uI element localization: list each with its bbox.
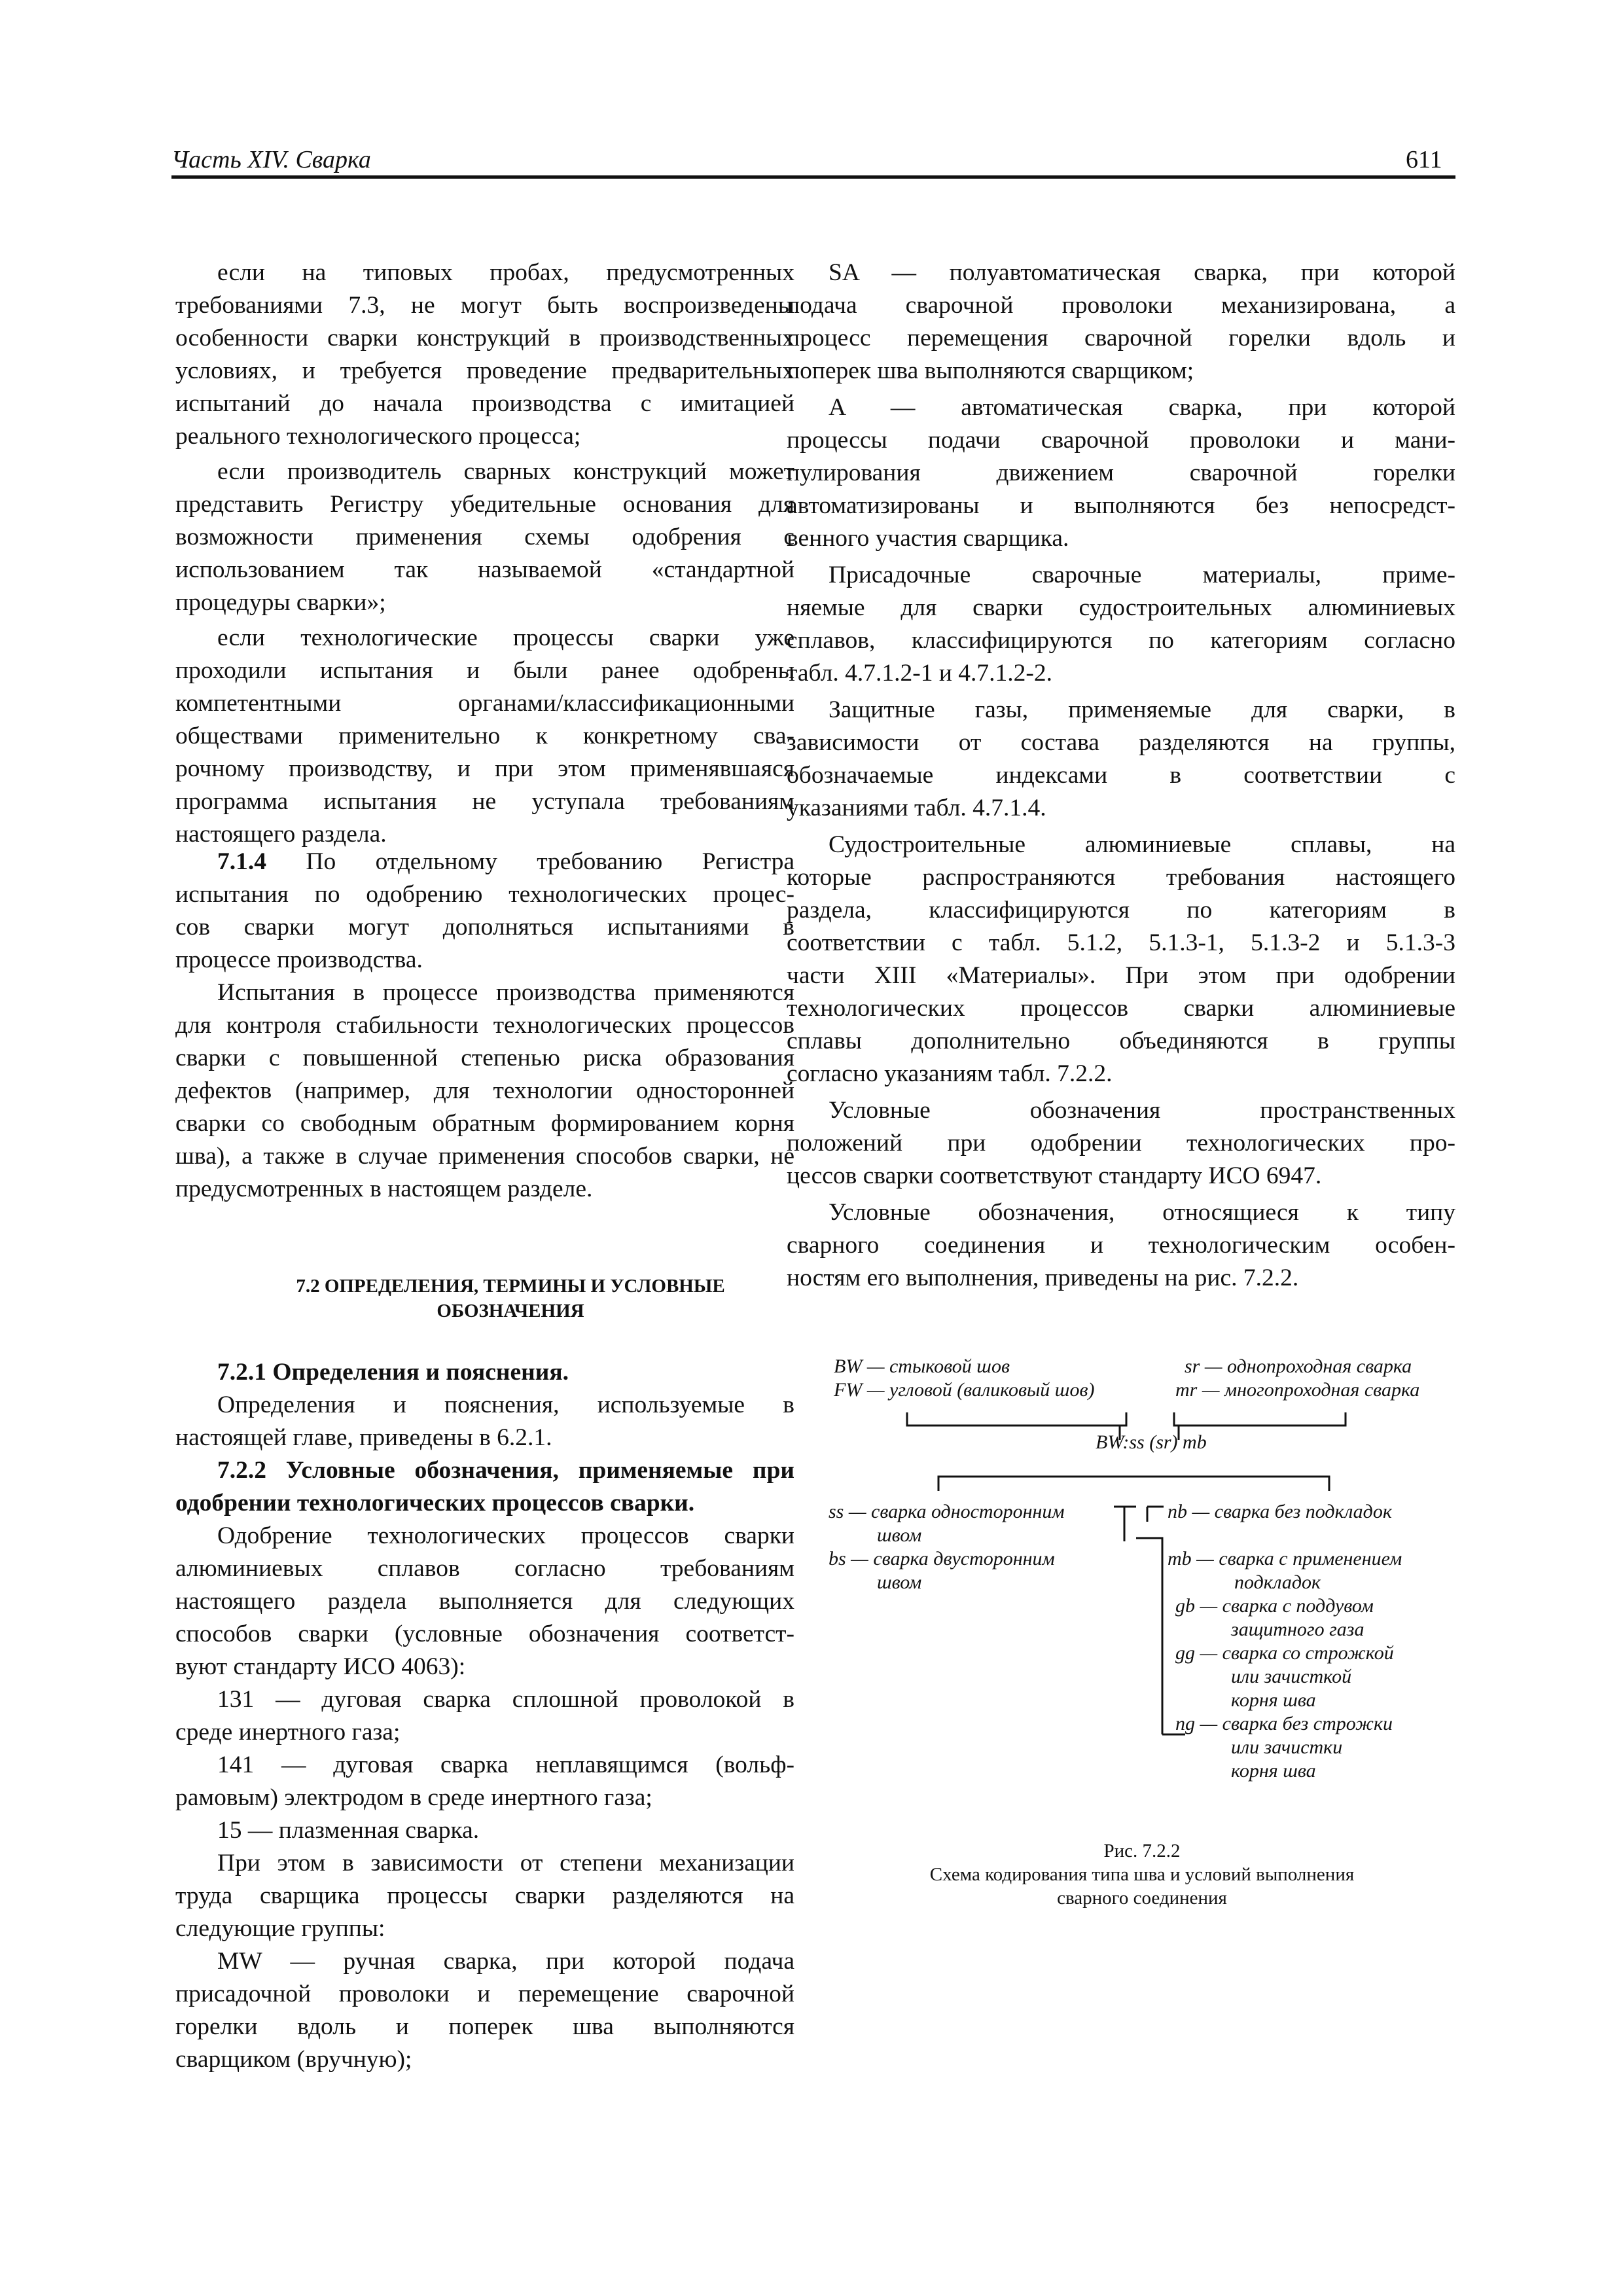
label-ng-1: ng — сварка без строжки — [1175, 1713, 1393, 1734]
text-line: горелки вдоль и поперек шва выполняются — [175, 2013, 794, 2040]
text-line: способов сварки (условные обозначения соответст- — [175, 1621, 794, 1647]
heading-7-2-2-line2: одобрении технологических процессов сварки. — [175, 1490, 695, 1516]
text-line: реального технологического процесса; — [175, 423, 581, 450]
text-line: предусмотренных в настоящем разделе. — [175, 1175, 593, 1202]
figure-caption-line2: сварного соединения — [1057, 1888, 1227, 1909]
text-line: особенности сварки конструкций в производственных — [175, 325, 794, 351]
label-nb: nb — сварка без подкладок — [1168, 1501, 1392, 1522]
text-line: обозначаемые индексами в соответствии с — [787, 762, 1455, 789]
text-line: сплавов, классифицируются по категориям согласно — [787, 627, 1455, 654]
p-7-1-4 — [217, 846, 794, 878]
text-line: автоматизированы и выполняются без непосредст- — [787, 492, 1455, 519]
text-line: если производитель сварных конструкций может — [217, 458, 794, 485]
text-line: для контроля стабильности технологических процессов — [175, 1012, 794, 1039]
p-7-1-4-text: По отдельному требованию Регистра — [306, 848, 794, 875]
text-line: няемые для сварки судостроительных алюминиевых — [787, 594, 1455, 621]
text-line: процессы подачи сварочной проволоки и мани- — [787, 427, 1455, 454]
p-7-1-4-number: 7.1.4 — [217, 848, 266, 875]
label-code: BW:ss (sr) mb — [1096, 1431, 1207, 1453]
text-line: табл. 4.7.1.2-1 и 4.7.1.2-2. — [787, 660, 1053, 687]
figure-caption — [829, 1839, 1455, 1910]
text-line: указаниями табл. 4.7.1.4. — [787, 795, 1046, 821]
text-line: настоящего раздела выполняется для следующих — [175, 1588, 794, 1615]
text-line: SA — полуавтоматическая сварка, при которой — [829, 259, 1455, 286]
text-line: вуют стандарту ИСО 4063): — [175, 1653, 466, 1680]
text-line: цессов сварки соответствуют стандарту ИСО 6947. — [787, 1162, 1322, 1189]
text-line: сов сварки могут дополняться испытаниями в — [175, 914, 794, 941]
text-line: соответствии с табл. 5.1.2, 5.1.3-1, 5.1.3-2 и 5.1.3-3 — [787, 929, 1455, 956]
text-line: условиях, и требуется проведение предварительных — [175, 357, 794, 384]
text-line: процесс перемещения сварочной горелки вдоль и — [787, 325, 1455, 351]
text-line: шва), а также в случае применения способов сварки, не — [175, 1143, 794, 1170]
text-line: представить Регистру убедительные основания для — [175, 491, 794, 518]
text-line: технологических процессов сварки алюминиевые — [787, 995, 1455, 1022]
text-line: настоящей главе, приведены в 6.2.1. — [175, 1424, 552, 1451]
text-line: испытаний до начала производства с имитацией — [175, 390, 794, 417]
text-line: Условные обозначения, относящиеся к типу — [829, 1199, 1455, 1226]
text-line: если на типовых пробах, предусмотренных — [217, 259, 794, 286]
section-heading-line2: ОБОЗНАЧЕНИЯ — [437, 1300, 584, 1321]
label-bs-1: bs — сварка двусторонним — [829, 1548, 1055, 1570]
text-line: При этом в зависимости от степени механизации — [217, 1850, 794, 1876]
text-line: алюминиевых сплавов согласно требованиям — [175, 1555, 794, 1582]
label-gg-3: корня шва — [1231, 1689, 1316, 1711]
text-line: подача сварочной проволоки механизирована, а — [787, 292, 1455, 319]
text-line: 15 — плазменная сварка. — [217, 1817, 480, 1844]
text-line: положений при одобрении технологических про- — [787, 1130, 1455, 1157]
section-heading-line1: 7.2 ОПРЕДЕЛЕНИЯ, ТЕРМИНЫ И УСЛОВНЫЕ — [296, 1276, 725, 1297]
label-mr: mr — многопроходная сварка — [1175, 1379, 1420, 1401]
text-line: Судостроительные алюминиевые сплавы, на — [829, 831, 1455, 858]
connector-mb-group — [1136, 1538, 1162, 1734]
left-column — [175, 257, 794, 2220]
header-rule — [171, 175, 1455, 179]
label-gg-1: gg — сварка со строжкой — [1175, 1642, 1394, 1664]
label-ss-1: ss — сварка односторонним — [829, 1501, 1065, 1522]
text-line: части XIII «Материалы». При этом при одобрении — [787, 962, 1455, 989]
label-mb-1: mb — сварка с применением — [1168, 1548, 1402, 1570]
text-line: присадочной проволоки и перемещение сварочной — [175, 1981, 794, 2007]
right-column — [787, 257, 1455, 1304]
label-fw: FW — угловой (валиковый шов) — [834, 1379, 1095, 1401]
bracket-sr-mr — [1174, 1412, 1346, 1426]
text-line: Условные обозначения пространственных — [829, 1097, 1455, 1124]
weld-coding-diagram — [829, 1355, 1455, 1800]
text-line: Одобрение технологических процессов сварки — [217, 1522, 794, 1549]
text-line: которые распространяются требования настоящего — [787, 864, 1455, 891]
text-line: использованием так называемой «стандартной — [175, 556, 794, 583]
label-ss-2: швом — [877, 1524, 922, 1546]
running-header-title: Часть XIV. Сварка — [171, 146, 371, 173]
text-line: сварщиком (вручную); — [175, 2046, 412, 2073]
bracket-bw-fw — [907, 1412, 1126, 1426]
text-line: испытания по одобрению технологических процес- — [175, 881, 794, 908]
text-line: труда сварщика процессы сварки разделяются на — [175, 1882, 794, 1909]
label-sr: sr — однопроходная сварка — [1185, 1355, 1412, 1377]
page-number: 611 — [1406, 146, 1442, 173]
text-line: проходили испытания и были ранее одобрены — [175, 657, 794, 684]
figure-caption-line1: Схема кодирования типа шва и условий выполнения — [929, 1864, 1355, 1885]
label-mb-2: подкладок — [1234, 1571, 1321, 1593]
text-line: 131 — дуговая сварка сплошной проволокой в — [217, 1686, 794, 1713]
text-line: рочному производству, и при этом применявшаяся — [175, 755, 794, 782]
text-line: пулирования движением сварочной горелки — [787, 459, 1455, 486]
text-line: процессе производства. — [175, 946, 423, 973]
label-gg-2: или зачисткой — [1231, 1666, 1352, 1687]
text-line: процедуры сварки»; — [175, 589, 386, 616]
text-line: Определения и пояснения, используемые в — [217, 1391, 794, 1418]
text-line: настоящего раздела. — [175, 821, 387, 848]
label-gb-1: gb — сварка с поддувом — [1175, 1595, 1374, 1617]
bracket-lower — [938, 1477, 1329, 1491]
label-bw: BW — стыковой шов — [834, 1355, 1010, 1377]
text-line: 141 — дуговая сварка неплавящимся (вольф- — [217, 1751, 794, 1778]
text-line: следующие группы: — [175, 1915, 385, 1942]
section-heading — [229, 1274, 792, 1323]
text-line: A — автоматическая сварка, при которой — [829, 394, 1455, 421]
heading-7-2-1: 7.2.1 Определения и пояснения. — [217, 1359, 569, 1386]
text-line: Защитные газы, применяемые для сварки, в — [829, 696, 1455, 723]
label-ng-3: корня шва — [1231, 1760, 1316, 1782]
text-line: сварного соединения и технологическим особен- — [787, 1232, 1455, 1259]
text-line: требованиями 7.3, не могут быть воспроизведены — [175, 292, 794, 319]
text-line: рамовым) электродом в среде инертного газа; — [175, 1784, 652, 1811]
text-line: зависимости от состава разделяются на группы, — [787, 729, 1455, 756]
text-line: сплавы дополнительно объединяются в группы — [787, 1028, 1455, 1054]
label-gb-2: защитного газа — [1231, 1619, 1364, 1640]
text-line: программа испытания не уступала требованиям — [175, 788, 794, 815]
text-line: Присадочные сварочные материалы, приме- — [829, 562, 1455, 588]
text-line: возможности применения схемы одобрения с — [175, 524, 794, 550]
text-line: Испытания в процессе производства применяются — [217, 979, 794, 1006]
text-line: венного участия сварщика. — [787, 525, 1069, 552]
text-line: дефектов (например, для технологии односторонней — [175, 1077, 794, 1104]
text-line: если технологические процессы сварки уже — [217, 624, 794, 651]
text-line: раздела, классифицируются по категориям в — [787, 897, 1455, 924]
text-line: обществами применительно к конкретному сва- — [175, 723, 794, 749]
heading-7-2-2-line1: 7.2.2 Условные обозначения, применяемые при — [217, 1457, 794, 1484]
text-line: ностям его выполнения, приведены на рис. 7.2.2. — [787, 1265, 1299, 1291]
label-ng-2: или зачистки — [1231, 1736, 1343, 1758]
text-line: среде инертного газа; — [175, 1719, 401, 1746]
text-line: согласно указаниям табл. 7.2.2. — [787, 1060, 1113, 1087]
text-line: MW — ручная сварка, при которой подача — [217, 1948, 794, 1975]
text-line: сварки с повышенной степенью риска образования — [175, 1045, 794, 1071]
label-bs-2: швом — [877, 1571, 922, 1593]
figure-number: Рис. 7.2.2 — [1103, 1840, 1181, 1861]
text-line: компетентными органами/классификационными — [175, 690, 794, 717]
text-line: сварки со свободным обратным формированием корня — [175, 1110, 794, 1137]
text-line: поперек шва выполняются сварщиком; — [787, 357, 1194, 384]
